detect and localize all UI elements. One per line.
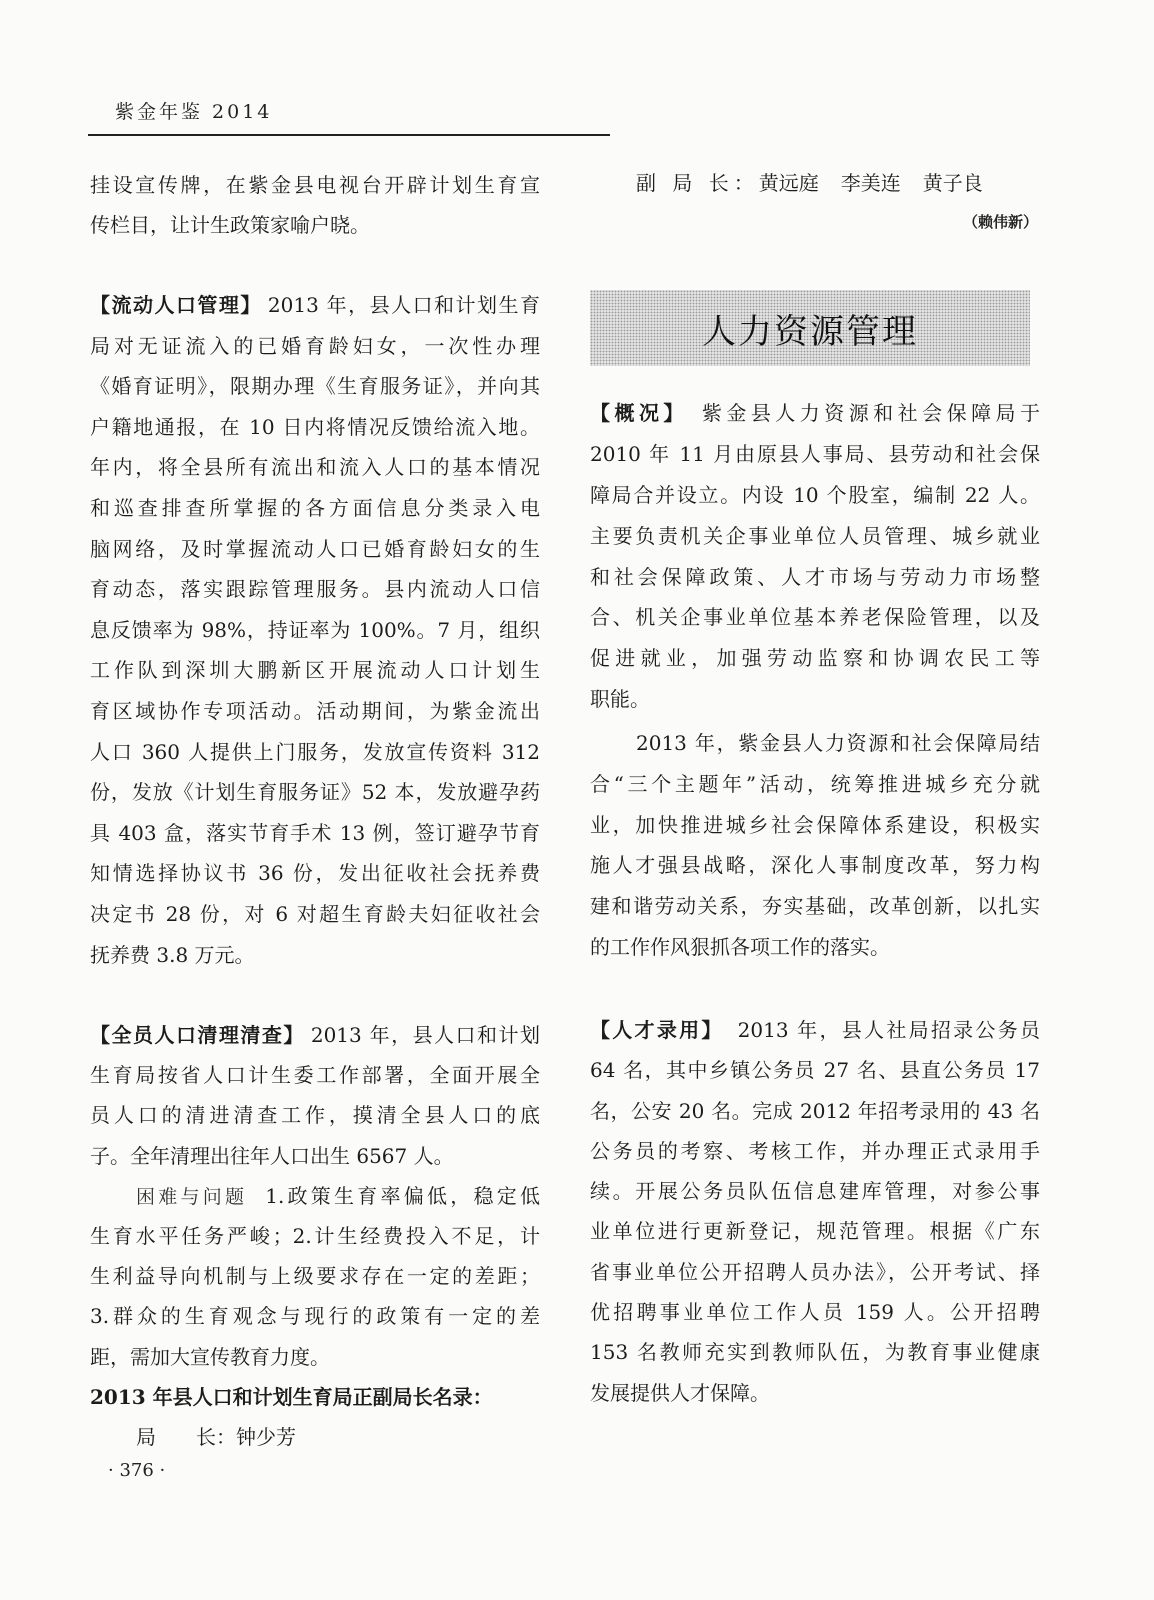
text-line: 合“三个主题年”活动，统筹推进城乡充分就 xyxy=(590,771,1040,796)
section-title-banner xyxy=(590,290,1030,366)
deputies-label: 副 局 长： xyxy=(636,171,759,195)
text-line: 和社会保障政策、人才市场与劳动力市场整 xyxy=(590,564,1040,589)
text-line: 职能。 xyxy=(590,687,650,712)
text-line xyxy=(90,1176,540,1216)
page-number: · 376 · xyxy=(108,1460,166,1481)
paragraph-talent-recruitment xyxy=(590,1010,1040,1413)
section-heading: 【概况】 xyxy=(590,401,688,425)
text-line: 距，需加大宣传教育力度。 xyxy=(90,1344,330,1369)
director-name: 钟少芳 xyxy=(236,1424,296,1449)
text-line: 《婚育证明》，限期办理《生育服务证》，并向其 xyxy=(90,374,540,399)
text-run: 2013 年县人口和计划生育局正副局长名录： xyxy=(90,1384,493,1409)
text-line: 生育水平任务严峻；2.计生经费投入不足，计 xyxy=(90,1223,540,1248)
text-line xyxy=(590,393,1040,434)
text-line: 业单位进行更新登记，规范管理。根据《广东 xyxy=(590,1219,1040,1244)
text-line: 促进就业，加强劳动监察和协调农民工等 xyxy=(590,646,1040,671)
deputy-name: 黄远庭 xyxy=(758,171,819,195)
text-line: 业，加快推进城乡社会保障体系建设，积极实 xyxy=(590,812,1040,837)
text-line: 抚养费 3.8 万元。 xyxy=(90,942,255,967)
text-line: 主要负责机关企事业单位人员管理、城乡就业 xyxy=(590,523,1040,548)
text-line: 局对无证流入的已婚育龄妇女，一次性办理 xyxy=(90,333,540,358)
header-rule xyxy=(88,134,610,136)
text-line: 年内，将全县所有流出和流入人口的基本情况 xyxy=(90,455,540,480)
text-line: 育动态，落实跟踪管理服务。县内流动人口信 xyxy=(90,577,540,602)
text-run: 1.政策生育率偏低，稳定低 xyxy=(265,1183,540,1208)
text-line: 64 名，其中乡镇公务员 27 名、县直公务员 17 xyxy=(590,1058,1040,1083)
text-line: 具 403 盒，落实节育手术 13 例，签订避孕节育 xyxy=(90,820,540,845)
deputy-name: 黄子良 xyxy=(922,171,983,195)
text-line: 的工作作风狠抓各项工作的落实。 xyxy=(590,934,890,959)
paragraph-overview xyxy=(590,393,1040,720)
paragraph-population-census xyxy=(90,1015,540,1457)
text-line: 2013 年，紫金县人力资源和社会保障局结 xyxy=(636,731,1040,755)
text-line: 户籍地通报，在 10 日内将情况反馈给流入地。 xyxy=(90,414,540,439)
text-line: 公务员的考察、考核工作，并办理正式录用手 xyxy=(590,1138,1040,1163)
text-line: 员人口的清进清查工作，摸清全县人口的底 xyxy=(90,1103,540,1128)
text-line: 人口 360 人提供上门服务，发放宣传资料 312 xyxy=(90,739,540,764)
text-line: 合、机关企事业单位基本养老保险管理，以及 xyxy=(590,605,1040,630)
author-credit: （赖伟新） xyxy=(962,213,1038,231)
roster-director xyxy=(90,1417,540,1457)
text-run: 2013 年，县人社局招录公务员 xyxy=(737,1018,1040,1042)
text-line: 省事业单位公开招聘人员办法》，公开考试、择 xyxy=(590,1259,1040,1284)
section-heading: 【人才录用】 xyxy=(590,1018,724,1042)
text-run: 紫金县人力资源和社会保障局于 xyxy=(701,401,1041,425)
text-line: 息反馈率为 98%，持证率为 100%。7 月，组织 xyxy=(90,617,540,642)
text-line: 名，公安 20 名。完成 2012 年招考录用的 43 名 xyxy=(590,1098,1040,1123)
roster-title xyxy=(90,1377,540,1417)
text-line: 障局合并设立。内设 10 个股室，编制 22 人。 xyxy=(590,482,1040,507)
text-line: 建和谐劳动关系，夯实基础，改革创新，以扎实 xyxy=(590,894,1040,919)
text-line: 育区域协作专项活动。活动期间，为紫金流出 xyxy=(90,698,540,723)
section-title: 人力资源管理 xyxy=(702,311,918,352)
roster-deputies xyxy=(636,163,1005,203)
text-line: 知情选择协议书 36 份，发出征收社会抚养费 xyxy=(90,861,540,886)
text-line: 2010 年 11 月由原县人事局、县劳动和社会保 xyxy=(590,441,1040,466)
text-line: 施人才强县战略，深化人事制度改革，努力构 xyxy=(590,853,1040,878)
text-line: 传栏目，让计生政策家喻户晓。 xyxy=(90,213,370,237)
director-label: 局 长： xyxy=(136,1424,236,1449)
text-line: 和巡查排查所掌握的各方面信息分类录入电 xyxy=(90,495,540,520)
text-line: 发展提供人才保障。 xyxy=(590,1380,770,1405)
paragraph-floating-population xyxy=(90,285,540,975)
section-heading: 【流动人口管理】 xyxy=(90,293,262,317)
deputy-name: 李美连 xyxy=(840,171,901,195)
text-line: 份，发放《计划生育服务证》52 本，发放避孕药 xyxy=(90,780,540,805)
text-line xyxy=(590,1010,1040,1050)
text-line: 3.群众的生育观念与现行的政策有一定的差 xyxy=(90,1304,540,1329)
paragraph-2013-work xyxy=(590,723,1040,968)
paragraph-continued xyxy=(90,165,540,245)
text-line: 脑网络，及时掌握流动人口已婚育龄妇女的生 xyxy=(90,536,540,561)
text-line: 153 名教师充实到教师队伍，为教育事业健康 xyxy=(590,1340,1040,1365)
text-run: 2013 年，县人口和计划 xyxy=(310,1023,540,1047)
text-line: 挂设宣传牌，在紫金县电视台开辟计划生育宣 xyxy=(90,173,540,197)
text-line xyxy=(90,285,540,326)
running-header: 紫金年鉴 2014 xyxy=(115,101,273,123)
text-line xyxy=(90,1015,540,1055)
text-line: 生育局按省人口计生委工作部署，全面开展全 xyxy=(90,1063,540,1088)
text-line: 生利益导向机制与上级要求存在一定的差距； xyxy=(90,1264,540,1289)
text-line: 优招聘事业单位工作人员 159 人。公开招聘 xyxy=(590,1300,1040,1325)
subsection-label: 困难与问题 xyxy=(136,1185,248,1208)
text-run: 2013 年，县人口和计划生育 xyxy=(267,293,540,317)
text-line: 决定书 28 份，对 6 对超生育龄夫妇征收社会 xyxy=(90,901,540,926)
section-heading: 【全员人口清理清查】 xyxy=(90,1023,305,1047)
text-line: 子。全年清理出往年人口出生 6567 人。 xyxy=(90,1143,454,1168)
text-line: 工作队到深圳大鹏新区开展流动人口计划生 xyxy=(90,658,540,683)
text-line: 续。开展公务员队伍信息建库管理，对参公事 xyxy=(590,1179,1040,1204)
